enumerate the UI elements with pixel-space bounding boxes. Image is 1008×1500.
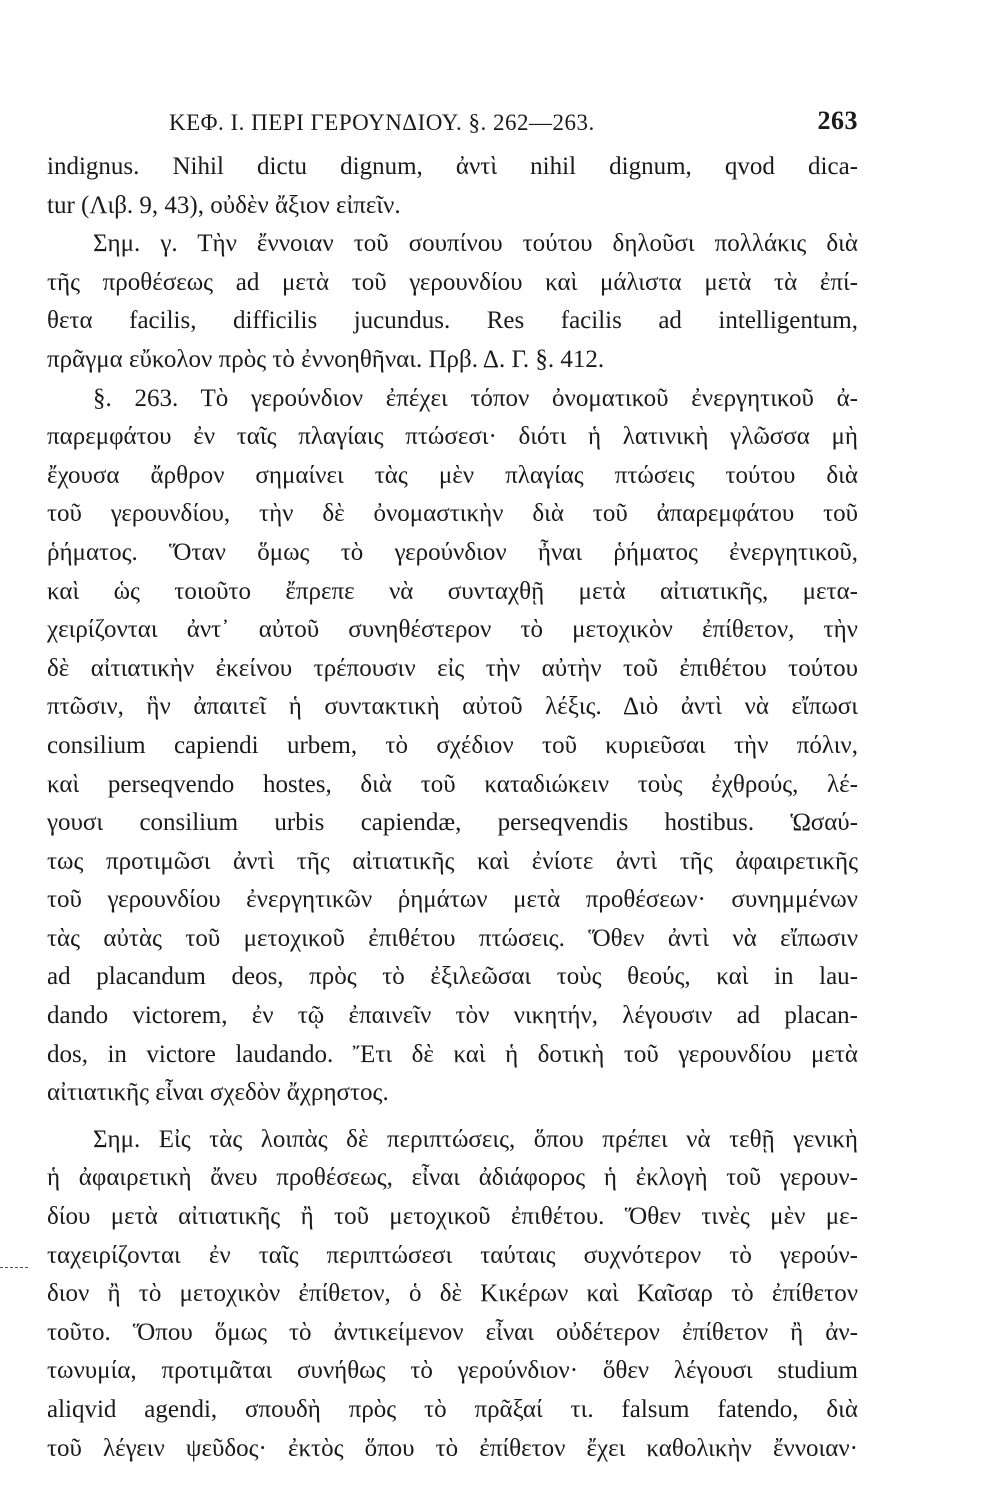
note-line: Σημ. Εἰς τὰς λοιπὰς δὲ περιπτώσεις, ὅπου πρέπει νὰ τεθῇ γενικὴ [93,1125,858,1153]
note-line: Σημ. γ. Τὴν ἔννοιαν τοῦ σουπίνου τούτου δηλοῦσι πολλάκις διὰ [93,230,858,258]
text-line: καὶ perseqvendo hostes, διὰ τοῦ καταδιώκειν τοὺς ἐχθρούς, λέ- [47,770,858,798]
note-line: aliqvid agendi, σπουδὴ πρὸς τὸ πρᾶξαί τι. falsum fatendo, διὰ [47,1396,858,1423]
note-line: τοῦτο. Ὅπου ὅμως τὸ ἀντικείμενον εἶναι οὐδέτερον ἐπίθετον ἢ ἀν- [47,1318,858,1346]
note-line: δίου μετὰ αἰτιατικῆς ἢ τοῦ μετοχικοῦ ἐπιθέτου. Ὅθεν τινὲς μὲν με- [47,1203,858,1231]
margin-mark [0,1267,28,1272]
text-line: γουσι consilium urbis capiendæ, perseqvendis hostibus. Ὡσαύ- [47,809,858,837]
text-line: ῥήματος. Ὅταν ὅμως τὸ γερούνδιον ἦναι ῥήματος ἐνεργητικοῦ, [47,538,858,566]
text-line: καὶ ὡς τοιοῦτο ἔπρεπε νὰ συνταχθῇ μετὰ αἰτιατικῆς, μετα- [47,577,858,605]
note-line: πρᾶγμα εὔκολον πρὸς τὸ ἐννοηθῆναι. Πρβ. Δ. Γ. §. 412. [47,345,605,373]
section-start-line: §. 263. Τὸ γερούνδιον ἐπέχει τόπον ὀνοματικοῦ ἐνεργητικοῦ ἀ- [93,384,858,412]
text-line: consilium capiendi urbem, τὸ σχέδιον τοῦ κυριεῦσαι τὴν πόλιν, [47,731,858,759]
text-line: τως προτιμῶσι ἀντὶ τῆς αἰτιατικῆς καὶ ἐνίοτε ἀντὶ τῆς ἀφαιρετικῆς [47,847,858,875]
text-line: τοῦ γερουνδίου ἐνεργητικῶν ῥημάτων μετὰ προθέσεων· συνημμένων [47,886,858,914]
chapter-title: ΚΕΦ. Ι. ΠΕΡΙ ΓΕΡΟΥΝΔΙΟΥ. §. 262—263. [169,110,595,135]
note-line: ἡ ἀφαιρετικὴ ἄνευ προθέσεως, εἶναι ἀδιάφορος ἡ ἐκλογὴ τοῦ γερουν- [47,1164,858,1192]
note-line: τωνυμία, προτιμᾶται συνήθως τὸ γερούνδιον· ὅθεν λέγουσι studium [47,1357,858,1385]
note-line: τοῦ λέγειν ψεῦδος· ἐκτὸς ὅπου τὸ ἐπίθετον ἔχει καθολικὴν ἔννοιαν· [47,1434,858,1462]
note-line: ταχειρίζονται ἐν ταῖς περιπτώσεσι ταύταις συχνότερον τὸ γερούν- [47,1241,858,1269]
text-line: tur (Λιβ. 9, 43), οὐδὲν ἄξιον εἰπεῖν. [47,191,401,219]
text-line: dando victorem, ἐν τῷ ἐπαινεῖν τὸν νικητήν, λέγουσιν ad placan- [47,1002,858,1030]
text-line: αἰτιατικῆς εἶναι σχεδὸν ἄχρηστος. [47,1079,389,1107]
text-line: χειρίζονται ἀντ᾿ αὐτοῦ συνηθέστερον τὸ μετοχικὸν ἐπίθετον, τὴν [47,616,858,644]
text-line: δὲ αἰτιατικὴν ἐκείνου τρέπουσιν εἰς τὴν αὐτὴν τοῦ ἐπιθέτου τούτου [47,654,858,682]
note-line: διον ἢ τὸ μετοχικὸν ἐπίθετον, ὁ δὲ Κικέρων καὶ Καῖσαρ τὸ ἐπίθετον [47,1280,858,1308]
body-text [47,148,858,1468]
note-line: θετα facilis, difficilis jucundus. Res facilis ad intelligentum, [47,307,858,335]
text-line: indignus. Nihil dictu dignum, ἀντὶ nihil dignum, qvod dica- [47,153,858,180]
running-header [47,106,858,148]
text-line: τὰς αὐτὰς τοῦ μετοχικοῦ ἐπιθέτου πτώσεις. Ὅθεν ἀντὶ νὰ εἴπωσιν [47,924,858,952]
text-line: πτῶσιν, ἣν ἀπαιτεῖ ἡ συντακτικὴ αὐτοῦ λέξις. Διὸ ἀντὶ νὰ εἴπωσι [47,693,858,721]
text-line: ad placandum deos, πρὸς τὸ ἐξιλεῶσαι τοὺς θεούς, καὶ in lau- [47,963,858,991]
paragraph-gap [47,1113,858,1121]
text-line: τοῦ γερουνδίου, τὴν δὲ ὀνομαστικὴν διὰ τοῦ ἀπαρεμφάτου τοῦ [47,500,858,528]
note-line: τῆς προθέσεως ad μετὰ τοῦ γερουνδίου καὶ μάλιστα μετὰ τὰ ἐπί- [47,268,858,296]
text-line: ἔχουσα ἄρθρον σημαίνει τὰς μὲν πλαγίας πτώσεις τούτου διὰ [47,461,858,489]
page-number: 263 [817,106,858,135]
text-line: dos, in victore laudando. Ἔτι δὲ καὶ ἡ δοτικὴ τοῦ γερουνδίου μετὰ [47,1040,858,1068]
text-line: παρεμφάτου ἐν ταῖς πλαγίαις πτώσεσι· διότι ἡ λατινικὴ γλῶσσα μὴ [47,423,858,451]
